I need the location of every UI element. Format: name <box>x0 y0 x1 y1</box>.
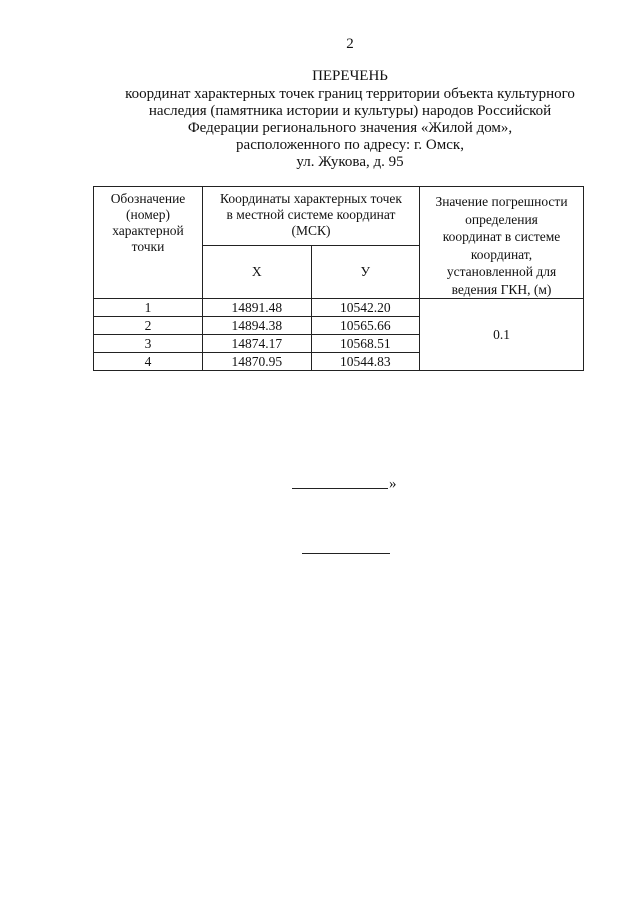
heading-line: расположенного по адресу: г. Омск, <box>236 137 464 153</box>
document-title: ПЕРЕЧЕНЬ <box>312 68 388 84</box>
coord-x: 14870.95 <box>203 353 312 371</box>
heading-line: Федерации регионального значения «Жилой дом», <box>187 120 513 136</box>
header-text: ведения ГКН, (м) <box>451 281 552 297</box>
header-error <box>420 187 584 299</box>
coord-y: 10542.20 <box>311 299 420 317</box>
header-text: в местной системе координат <box>226 207 396 222</box>
header-y: У <box>311 246 420 299</box>
header-text: установленной для <box>446 264 557 279</box>
header-text: характерной <box>112 223 184 238</box>
coord-y: 10568.51 <box>311 335 420 353</box>
heading-line: координат характерных точек границ территории объекта культурного <box>125 86 575 102</box>
coord-y: 10544.83 <box>311 353 420 371</box>
error-value: 0.1 <box>420 299 584 371</box>
page-number: 2 <box>346 36 354 52</box>
header-text: определения <box>465 211 538 227</box>
header-text: Значение погрешности <box>435 194 568 209</box>
heading-line: наследия (памятника истории и культуры) народов Российской <box>148 103 552 119</box>
header-text: координат в системе <box>442 229 561 244</box>
coord-y: 10565.66 <box>311 317 420 335</box>
header-text: Обозначение <box>110 191 186 206</box>
coord-x: 14891.48 <box>203 299 312 317</box>
point-number: 1 <box>94 299 203 317</box>
document-heading <box>100 68 600 171</box>
signature-line <box>292 488 388 489</box>
header-designation <box>94 187 203 299</box>
header-text: точки <box>131 239 165 254</box>
header-text: (МСК) <box>291 223 331 238</box>
point-number: 4 <box>94 353 203 371</box>
point-number: 3 <box>94 335 203 353</box>
closing-quote: » <box>389 476 397 492</box>
header-text: (номер) <box>126 207 170 222</box>
separator-line <box>302 553 390 554</box>
point-number: 2 <box>94 317 203 335</box>
header-x: X <box>203 246 312 299</box>
coord-x: 14874.17 <box>203 335 312 353</box>
header-text: координат, <box>470 246 533 262</box>
header-text: Координаты характерных точек <box>220 191 402 206</box>
coordinates-table <box>93 186 584 371</box>
coord-x: 14894.38 <box>203 317 312 335</box>
header-coordinates <box>203 187 420 246</box>
heading-line: ул. Жукова, д. 95 <box>296 154 404 170</box>
table-row <box>94 299 584 317</box>
